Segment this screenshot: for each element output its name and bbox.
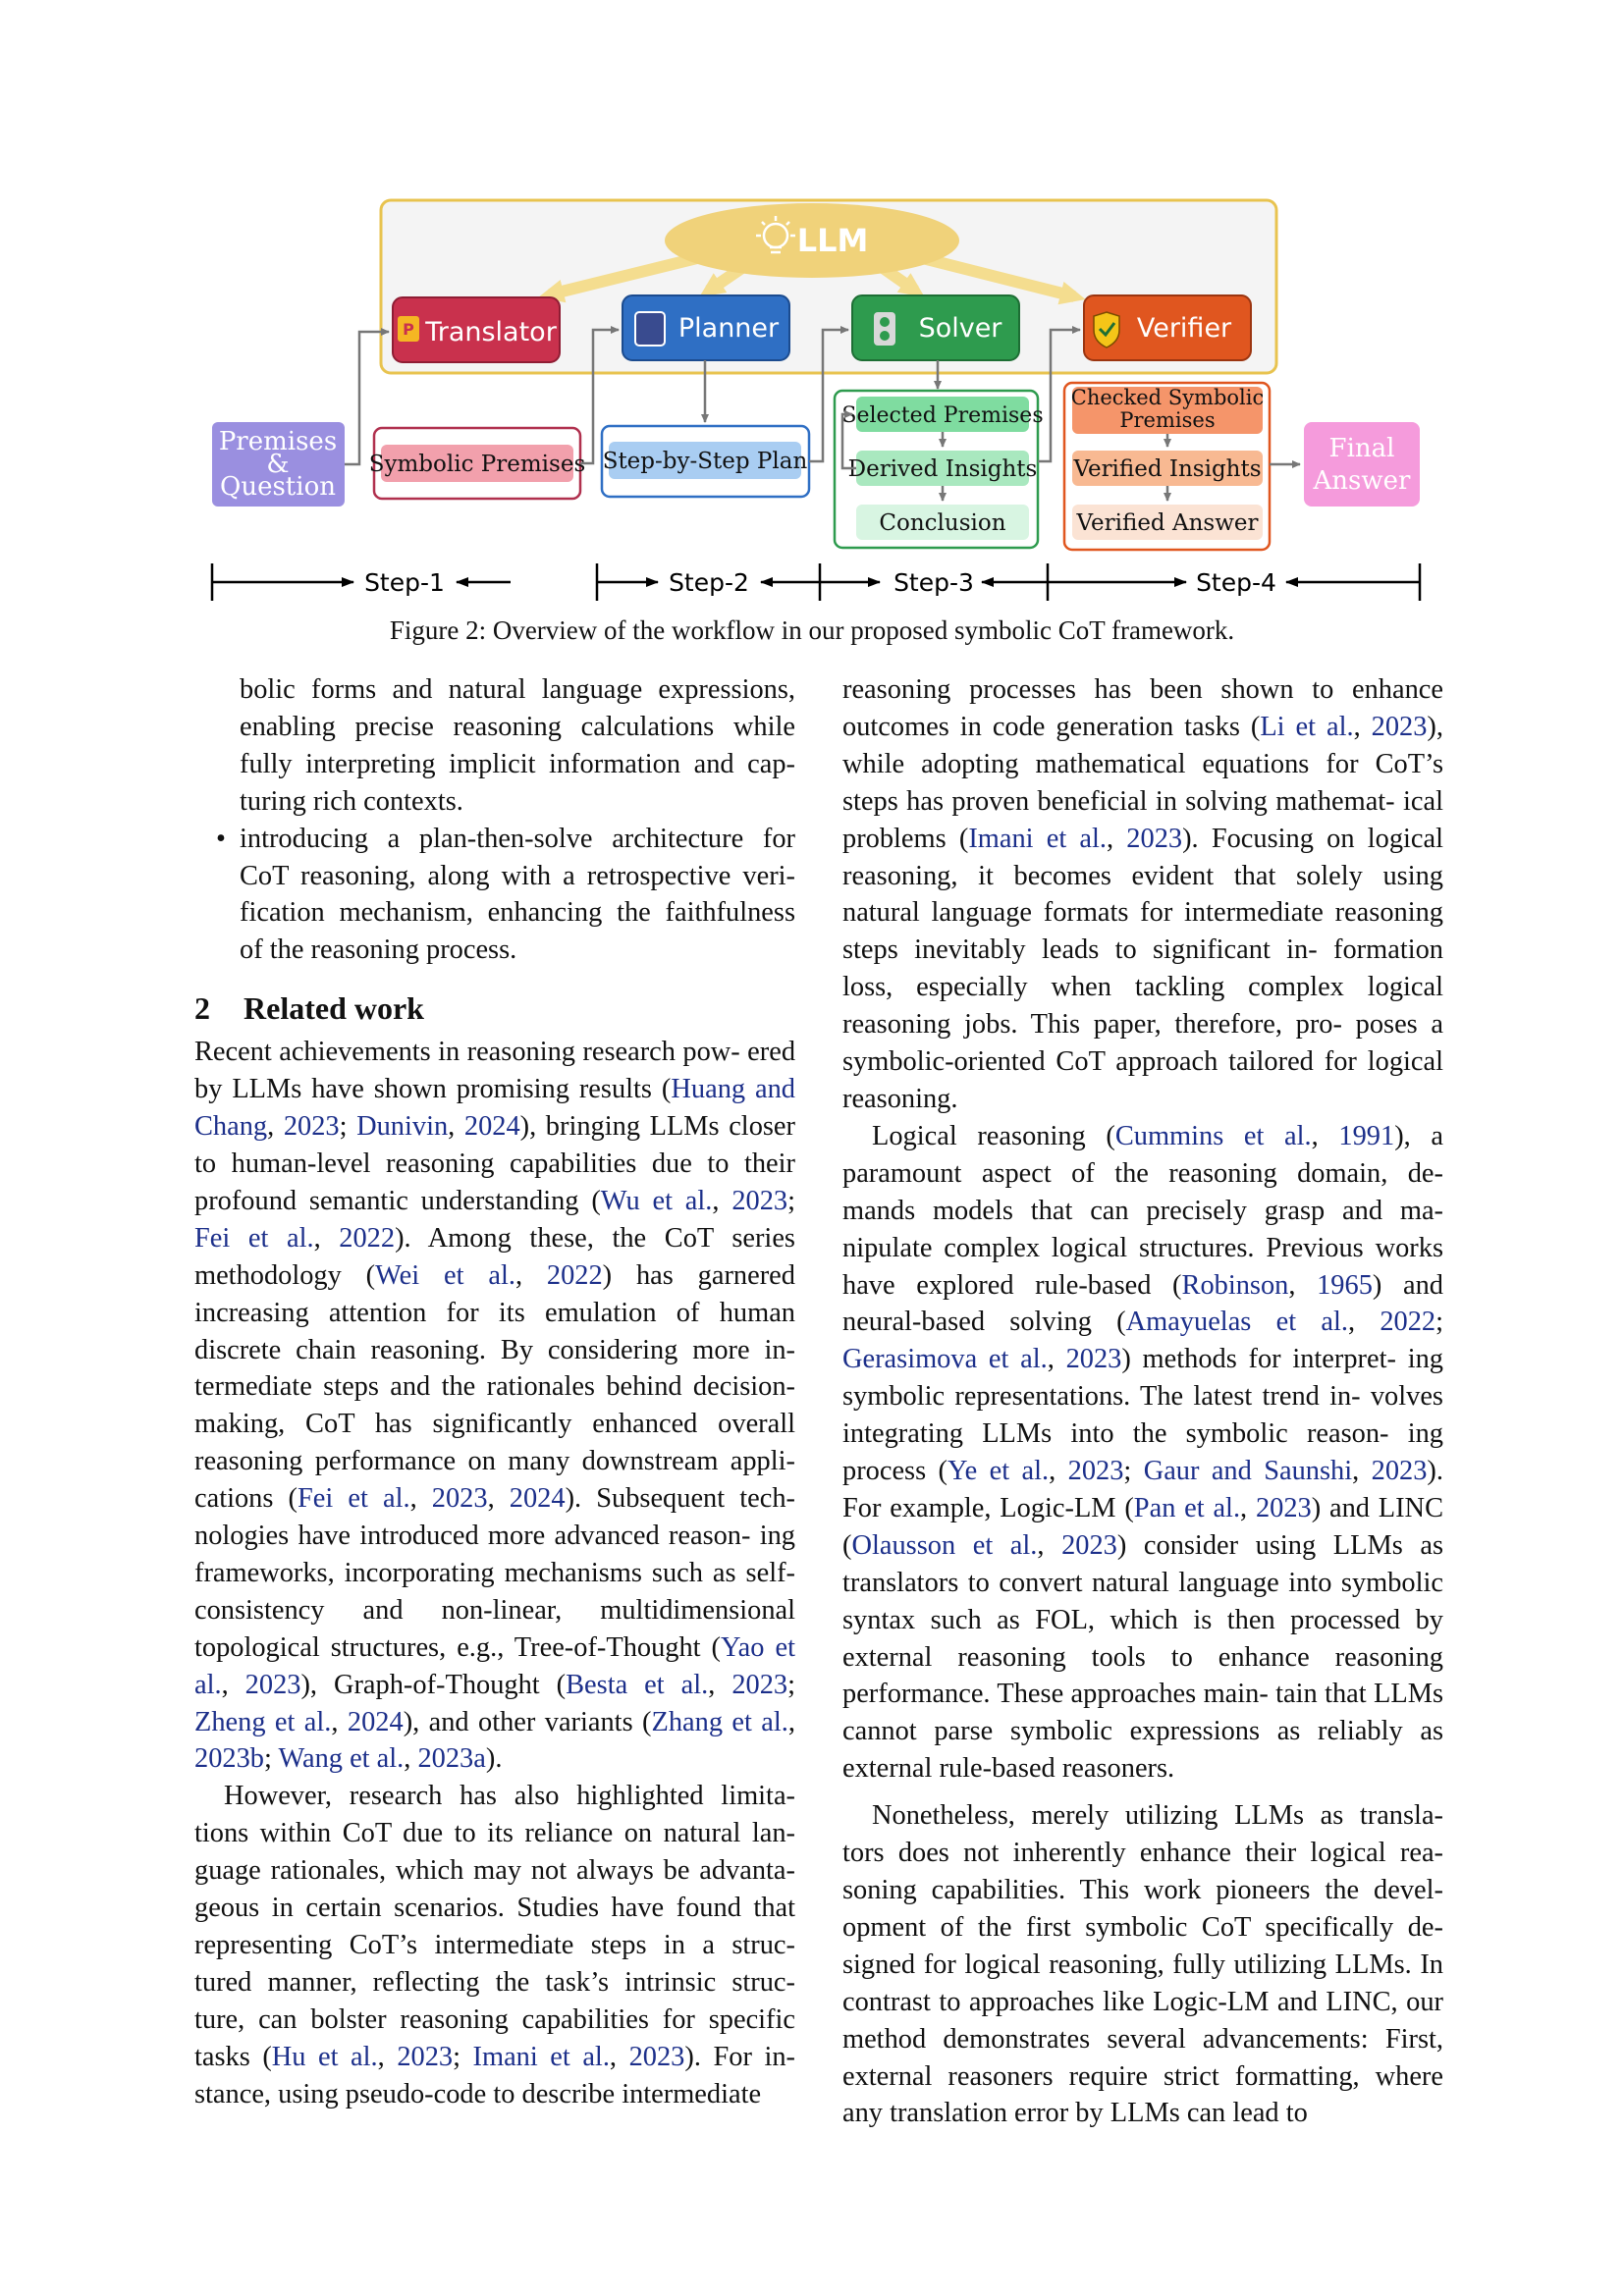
step-2-label: Step-2	[669, 568, 749, 597]
text-line: and LINC (Olausson et al., 2023) consider using	[842, 1492, 1444, 1561]
bullet-dot: •	[216, 823, 226, 854]
section-title: Related work	[244, 990, 424, 1027]
translator-module	[393, 297, 560, 362]
section-number: 2	[194, 990, 210, 1027]
text-line: discrete chain reasoning. By considering more in-	[194, 1334, 795, 1365]
text-line: However, research has also highlighted limita-	[224, 1781, 795, 1812]
svg-text:Conclusion: Conclusion	[879, 510, 1006, 536]
text-line: nologies have introduced more advanced reason-	[194, 1521, 751, 1552]
input-box	[212, 422, 345, 507]
text-line: Nonetheless, merely utilizing LLMs as transla-	[872, 1800, 1443, 1832]
text-line: termediate steps and the rationales behind decision-	[194, 1371, 795, 1403]
text-line: ing process (Ye et al., 2023; Gaur and Saunshi,	[842, 1418, 1443, 1487]
planner-icon	[635, 312, 665, 346]
text-line: 2023b; Wang et al., 2023a).	[194, 1743, 503, 1775]
text-line: due to their profound semantic understanding (Wu	[194, 1148, 795, 1216]
text-line: as reliably as external rule-based reasoners.	[842, 1716, 1443, 1785]
verifier-output-box	[1064, 383, 1270, 550]
text-line: (Huang and Chang, 2023; Dunivin, 2024), bringing	[194, 1074, 795, 1143]
text-line: tors does not inherently enhance their logical rea-	[842, 1838, 1443, 1869]
text-line: Recent achievements in reasoning research pow-	[194, 1037, 740, 1068]
paragraph	[194, 1778, 795, 2112]
text-line: logical reasoning, it becomes evident that solely	[842, 823, 1443, 891]
verifier-label: Verifier	[1136, 313, 1232, 344]
svg-text:P: P	[403, 320, 414, 339]
text-line: mands models that can precisely grasp and ma-	[842, 1195, 1443, 1226]
svg-text:Step-by-Step Plan: Step-by-Step Plan	[602, 449, 808, 474]
text-line: ing frameworks, incorporating mechanisms such as	[194, 1521, 795, 1588]
text-line: reasoning processes has been shown to enhance	[842, 674, 1443, 705]
text-line: guage rationales, which may not always be advanta-	[194, 1855, 795, 1887]
step-3-label: Step-3	[893, 568, 974, 597]
figure-caption: Figure 2: Overview of the workflow in our proposed symbolic CoT framework.	[389, 615, 1235, 645]
bullet-plan-then-solve	[194, 821, 795, 970]
text-line: paramount aspect of the reasoning domain, de-	[842, 1157, 1443, 1189]
translator-icon	[398, 316, 419, 342]
solver-icon	[874, 312, 895, 346]
text-line: stance, using pseudo-code to describe intermediate	[194, 2078, 762, 2109]
symbolic-premises-box	[369, 428, 586, 499]
text-line: using natural language formats for intermediate	[842, 860, 1443, 929]
text-line: tured manner, reflecting the task’s intrinsic struc-	[194, 1966, 795, 1998]
text-line: enabling precise reasoning calculations while	[240, 711, 795, 742]
text-line: et al., 2023; Fei et al., 2022). Among these, the CoT	[194, 1185, 795, 1254]
text-line: LLMs as translators to convert natural language	[842, 1529, 1443, 1598]
text-line: ered by LLMs have shown promising results	[194, 1037, 796, 1105]
text-line: poses a symbolic-oriented CoT approach tailored	[842, 1009, 1443, 1078]
llm-label: LLM	[796, 222, 869, 259]
text-line: processed by external reasoning tools to enhance	[842, 1604, 1443, 1673]
solver-label: Solver	[918, 313, 1002, 344]
planner-module	[623, 295, 789, 360]
text-line: into symbolic syntax such as FOL, which is then	[842, 1567, 1443, 1635]
text-line: turing rich contexts.	[240, 785, 463, 817]
text-line: increasing attention for its emulation of human	[194, 1297, 795, 1328]
verifier-module	[1084, 295, 1251, 360]
text-line: geous in certain scenarios. Studies have found that	[194, 1893, 795, 1924]
text-line: logical reasoning jobs. This paper, therefore, pro-	[842, 972, 1443, 1041]
text-line: and neural-based solving (Amayuelas et al., 2022;	[842, 1269, 1443, 1338]
text-line: In contrast to approaches like Logic-LM and LINC,	[842, 1949, 1443, 2017]
text-line: tain that LLMs cannot parse symbolic expressions	[842, 1679, 1443, 1747]
text-line: soning capabilities. This work pioneers the devel-	[842, 1875, 1443, 1905]
text-line: et al., 2023), Graph-of-Thought (Besta et al., 2023;	[194, 1631, 795, 1700]
text-line: ture, can bolster reasoning capabilities for specific	[194, 2003, 795, 2035]
paragraph	[842, 1118, 1443, 1788]
svg-text:Symbolic Premises: Symbolic Premises	[368, 452, 586, 477]
bullet-continuation	[194, 671, 795, 821]
paragraph	[194, 1034, 795, 1778]
text-line: fully interpreting implicit information and cap-	[240, 748, 795, 779]
text-line: Gerasimova et al., 2023) methods for interpret-	[842, 1344, 1396, 1375]
text-line: for logical reasoning.	[842, 1046, 1443, 1114]
final-answer-box	[1304, 422, 1420, 507]
svg-text:Verified Answer: Verified Answer	[1076, 510, 1259, 536]
text-line: self-consistency and non-linear, multidimensional	[194, 1557, 795, 1626]
text-line: Logical reasoning (Cummins et al., 1991), a	[872, 1120, 1443, 1151]
text-line: reasoning performance. These approaches main-	[842, 1641, 1443, 1710]
right-column	[842, 671, 1443, 2132]
text-line: steps has proven beneficial in solving mathemat-	[842, 785, 1395, 817]
section-heading	[194, 988, 795, 1028]
text-line: CoT reasoning, along with a retrospective veri-	[240, 860, 795, 891]
svg-text:Verified Insights: Verified Insights	[1073, 456, 1262, 482]
text-line: LLMs closer to human-level reasoning capabilities	[194, 1111, 795, 1179]
text-line: introducing a plan-then-solve architecture for	[240, 823, 795, 854]
text-line: nipulate complex logical structures. Previous	[842, 1232, 1364, 1263]
step-1-label: Step-1	[364, 568, 445, 597]
text-line: reasoning performance on many downstream appli-	[194, 1446, 795, 1477]
paragraph	[842, 671, 1443, 1118]
text-line: volves integrating LLMs into the symbolic reason-	[842, 1381, 1443, 1450]
text-line: cations (Fei et al., 2023, 2024). Subsequent tech-	[194, 1483, 795, 1515]
step-4-label: Step-4	[1196, 568, 1276, 597]
svg-text:Checked Symbolic: Checked Symbolic	[1070, 386, 1265, 409]
text-line: bolic forms and natural language expressions,	[240, 674, 795, 705]
text-line: tions within CoT due to its reliance on natural lan-	[194, 1818, 795, 1849]
solver-module	[852, 295, 1019, 360]
text-line: works have explored rule-based (Robinson, 1965)	[842, 1232, 1443, 1301]
svg-text:Selected Premises: Selected Premises	[841, 403, 1044, 428]
text-line: First, external reasoners require strict formatting,	[842, 2023, 1443, 2092]
text-line: 2023). For example, Logic-LM (Pan et al., 2023)	[842, 1456, 1443, 1523]
svg-text:Premises: Premises	[1119, 408, 1216, 432]
text-line: making, CoT has significantly enhanced overall	[194, 1409, 795, 1440]
left-column	[194, 671, 795, 2113]
text-line: fication mechanism, enhancing the faithfulness	[240, 897, 795, 929]
text-line: outcomes in code generation tasks (Li et al., 2023),	[842, 711, 1443, 742]
text-line: Zheng et al., 2024), and other variants (Zhang et al.,	[194, 1706, 795, 1737]
text-line: reasoning steps inevitably leads to significant in-	[842, 897, 1443, 966]
text-line: ing symbolic representations. The latest trend in-	[842, 1344, 1443, 1413]
text-line: series methodology (Wei et al., 2022) has garnered	[194, 1222, 795, 1291]
svg-text:&: &	[266, 450, 290, 479]
text-line: tasks (Hu et al., 2023; Imani et al., 2023). For in-	[194, 2041, 795, 2072]
text-line: of the reasoning process.	[240, 934, 517, 966]
svg-text:Answer: Answer	[1313, 466, 1411, 496]
plan-box	[602, 426, 809, 497]
text-line: ical problems (Imani et al., 2023). Focusing on	[842, 785, 1443, 854]
text-line: signed for logical reasoning, fully utilizing LLMs.	[842, 1949, 1412, 1980]
text-line: formation loss, especially when tackling complex	[842, 934, 1443, 1003]
text-line: our method demonstrates several advancements:	[842, 1986, 1443, 2055]
text-line: opment of the first symbolic CoT specifically de-	[842, 1911, 1443, 1943]
text-line: topological structures, e.g., Tree-of-Thought (Yao	[194, 1631, 765, 1663]
solver-output-box	[835, 391, 1044, 548]
paragraph	[842, 1797, 1443, 2132]
svg-text:Premises: Premises	[218, 427, 338, 456]
workflow-figure	[0, 0, 1624, 667]
planner-label: Planner	[677, 313, 780, 344]
text-line: representing CoT’s intermediate steps in a struc-	[194, 1930, 795, 1960]
text-line: where any translation error by LLMs can lead to	[842, 2060, 1443, 2129]
translator-label: Translator	[425, 317, 557, 347]
svg-text:Question: Question	[220, 472, 336, 502]
text-line: while adopting mathematical equations for CoT’s	[842, 748, 1443, 779]
svg-text:Final: Final	[1328, 434, 1395, 463]
svg-text:Derived Insights: Derived Insights	[847, 456, 1038, 482]
